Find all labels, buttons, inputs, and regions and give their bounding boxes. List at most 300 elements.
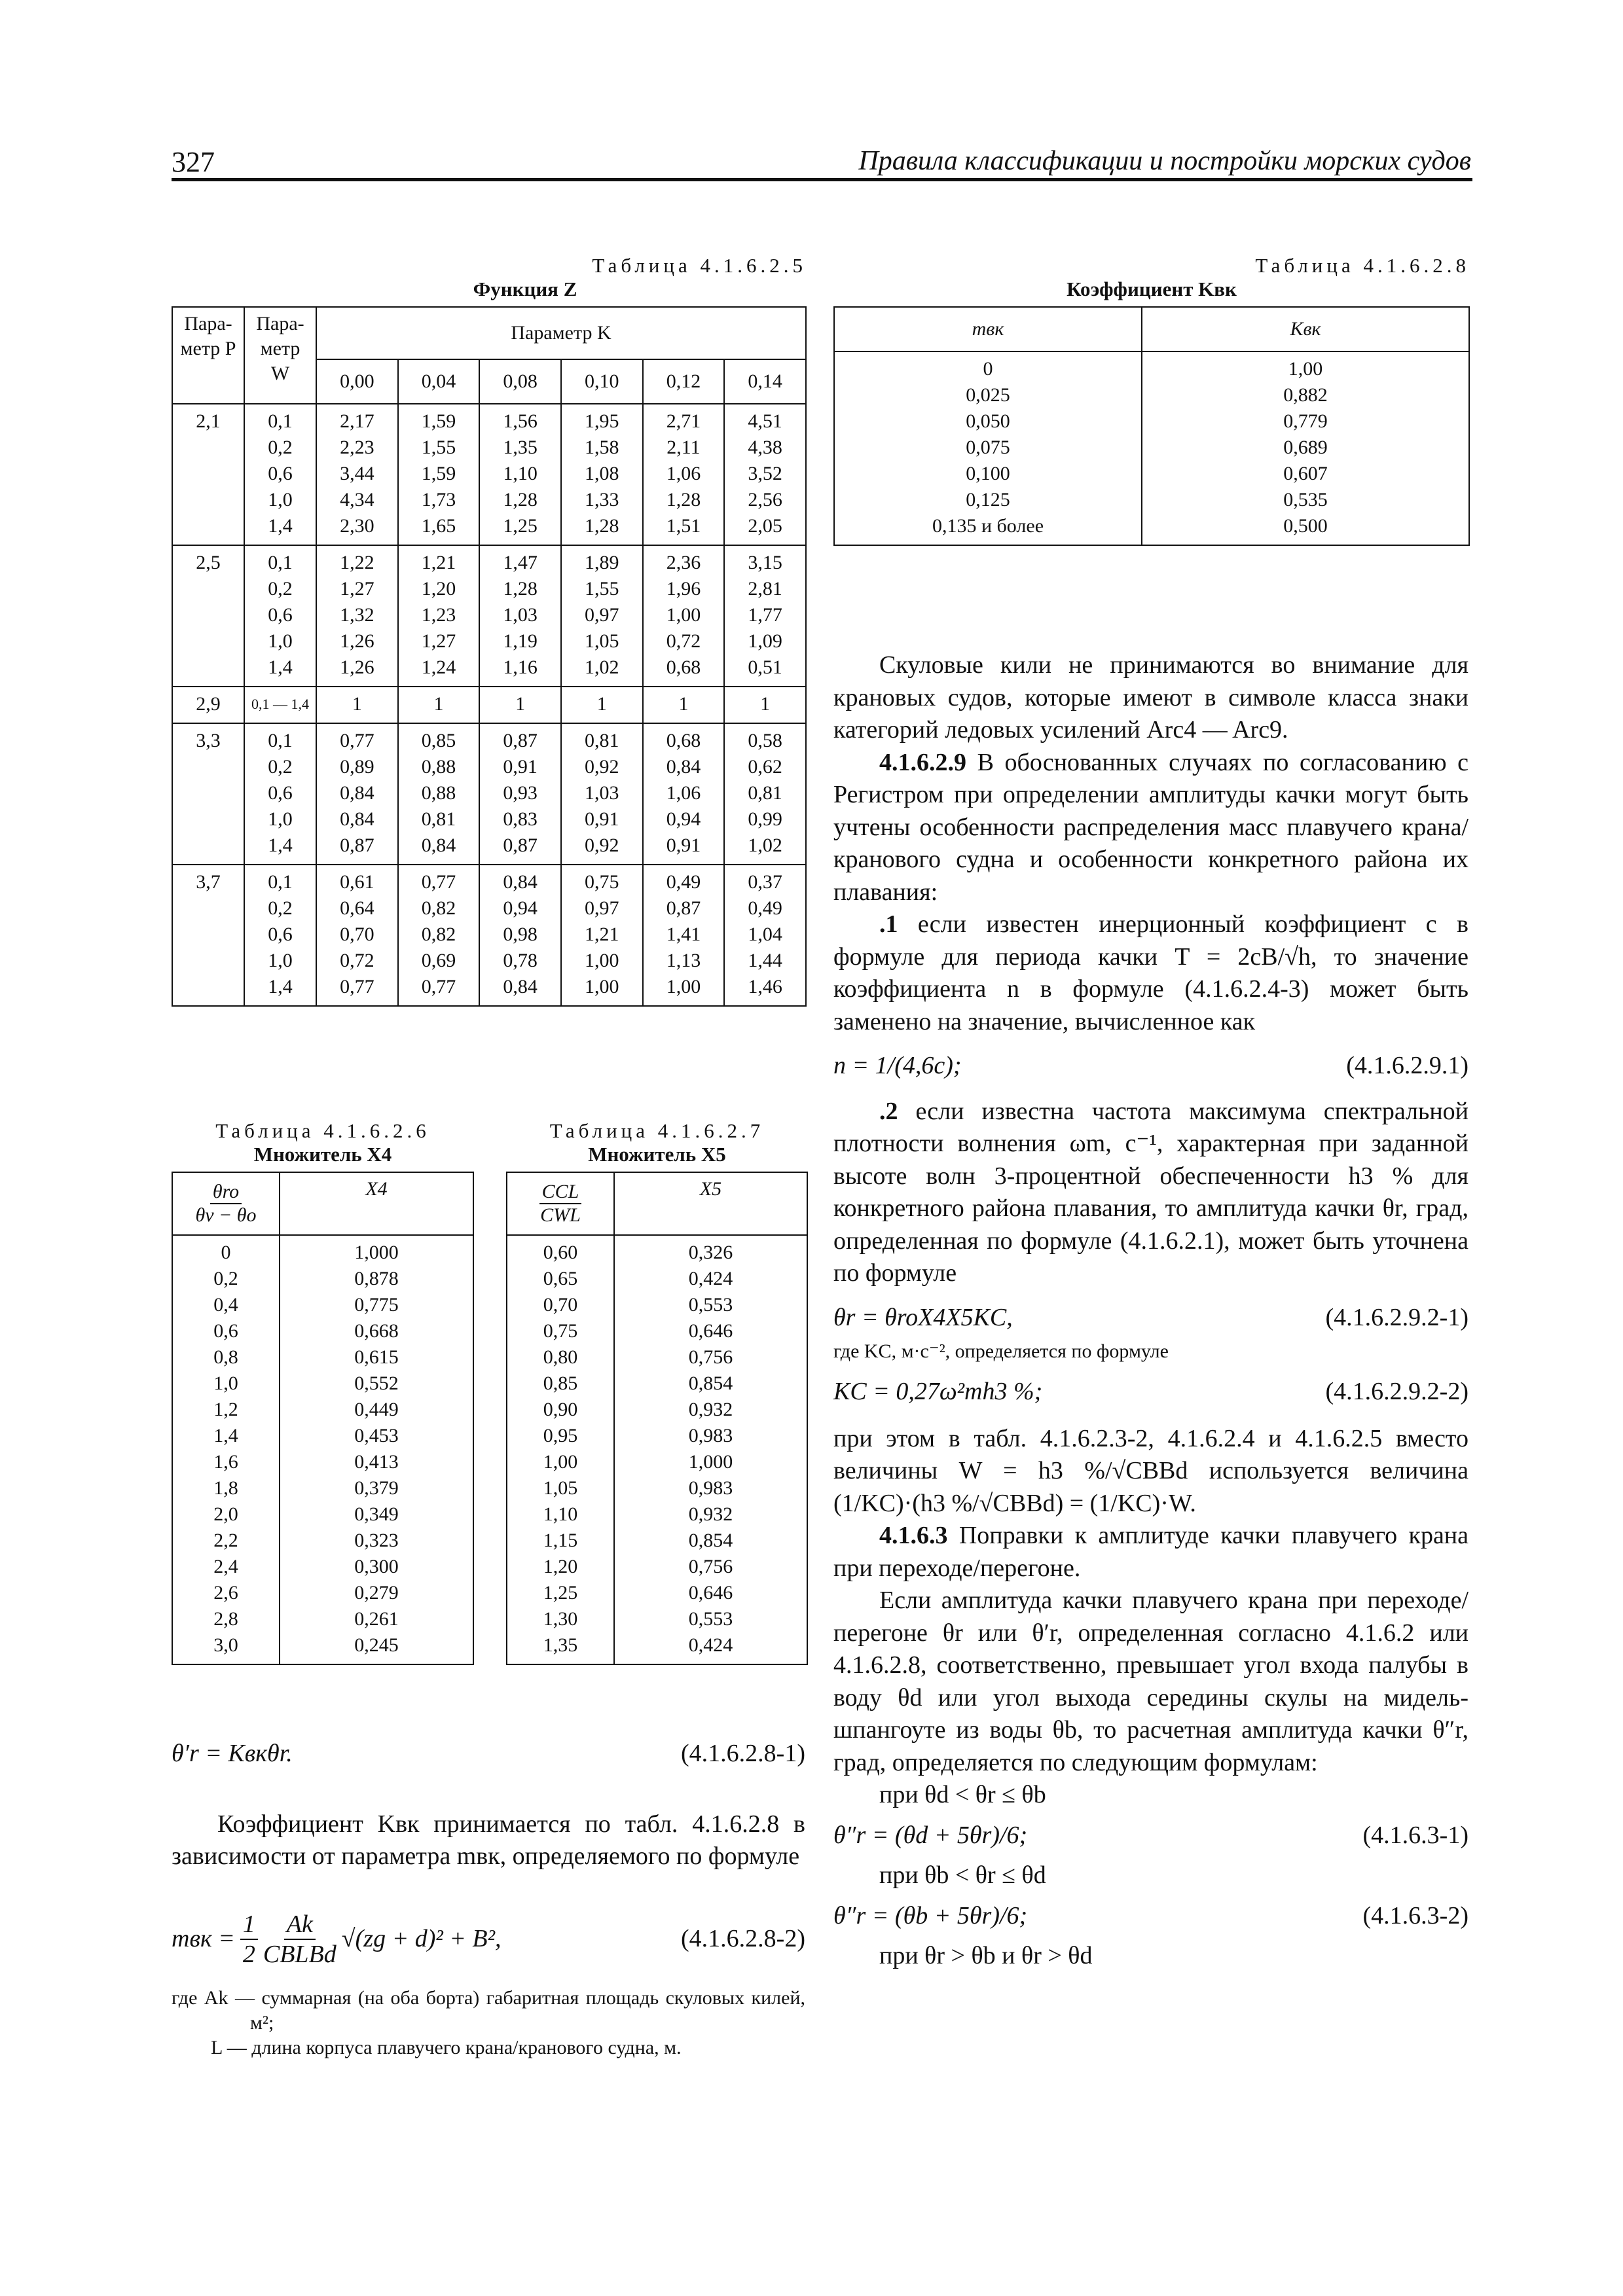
condition-3: при θr > θb и θr > θd (879, 1942, 1093, 1969)
table-x4-caption: Таблица 4.1.6.2.6 (215, 1119, 430, 1142)
table-kvk-title: Коэффициент Kвк (1067, 278, 1237, 300)
z-value: 1 (352, 693, 362, 715)
z-value: 0,87 (340, 834, 374, 856)
table-kvk-caption: Таблица 4.1.6.2.8 (1255, 254, 1470, 277)
x4-value: 0,878 (354, 1268, 399, 1289)
eq2-lhs: mвк = (172, 1924, 235, 1952)
z-value: 0,84 (340, 808, 374, 830)
x5-ratio-value: 1,25 (543, 1582, 578, 1604)
mvk-value: 0 (983, 358, 993, 380)
kvk-value: 0,779 (1283, 410, 1328, 432)
eq-kc-number: (4.1.6.2.9.2-2) (1325, 1378, 1468, 1405)
z-value: 4,51 (748, 410, 782, 432)
k-header-cell (643, 359, 725, 404)
table-x5-block (506, 1119, 808, 1665)
z-value: 2,56 (748, 489, 782, 511)
z-value: 0,72 (666, 630, 701, 652)
param-w-value: 0,1 — 1,4 (251, 696, 309, 712)
x4-ratio-value: 1,4 (213, 1425, 238, 1446)
clause-4-1-6-2-9: 4.1.6.2.9 (879, 748, 966, 776)
z-value: 1,27 (340, 578, 374, 600)
z-value: 0,64 (340, 897, 374, 919)
z-value: 0,84 (666, 756, 701, 778)
kvk-value: 0,689 (1283, 437, 1328, 458)
z-value: 0,82 (421, 897, 456, 919)
z-value: 0,97 (585, 897, 619, 919)
x4-head-num: θro (210, 1181, 242, 1204)
z-value: 0,77 (340, 730, 374, 751)
z-value: 1,77 (748, 604, 782, 626)
param-w-value: 1,4 (268, 515, 293, 537)
param-w-value: 0,1 (268, 730, 293, 751)
z-value: 4,34 (340, 489, 374, 511)
param-w-value: 1,4 (268, 976, 293, 997)
x4-ratio-value: 1,6 (213, 1451, 238, 1473)
eq-theta-number: (4.1.6.2.9.2-1) (1325, 1303, 1468, 1331)
condition-1: при θd < θr ≤ θb (879, 1781, 1046, 1808)
equation-4-1-6-2-8-2 (172, 1910, 805, 1969)
z-value: 1,51 (666, 515, 701, 537)
z-value: 1,06 (666, 782, 701, 804)
right-para-4-text: если известна частота максимума спектральной плотности волнения ωm, с⁻¹, характерная при заданной высоте волн 3-процентной обеспеченности h3 % для конкретного района плавания, то амплитуда качки θr, град, определенная по формуле (4.1.6.2.1), может быть уточнена по формуле (833, 1097, 1468, 1287)
z-value: 4,38 (748, 437, 782, 458)
right-para-6-text: Поправки к амплитуде качки плавучего крана при переходе/перегоне. (833, 1522, 1469, 1582)
x4-value: 0,379 (354, 1477, 399, 1499)
z-value: 0,58 (748, 730, 782, 751)
z-value: 1,26 (340, 630, 374, 652)
x5-value: 0,553 (688, 1608, 733, 1630)
param-w-value: 0,2 (268, 437, 293, 458)
header-rule (172, 178, 1472, 181)
z-value: 0,49 (666, 871, 701, 893)
x4-ratio-value: 2,4 (213, 1556, 238, 1577)
kvk-value: 1,00 (1288, 358, 1323, 380)
z-value: 1,10 (503, 463, 538, 484)
z-value: 1,58 (585, 437, 619, 458)
z-value: 0,49 (748, 897, 782, 919)
z-value: 3,44 (340, 463, 374, 484)
mvk-value: 0,135 и более (932, 515, 1044, 537)
param-w-value: 0,6 (268, 463, 293, 484)
x4-ratio-value: 1,2 (213, 1399, 238, 1420)
z-value: 0,87 (666, 897, 701, 919)
right-para-7: Если амплитуда качки плавучего крана при переходе/перегоне θr или θ′r, определенная согласно 4.1.6.2 или 4.1.6.2.8, соответственно, превышает угол входа палубы в воду θd или угол выхода середины скулы на мидель-шпангоуте из воды θb, то расчетная амплитуда качки θ″r, град, определяется по следующим формулам: (833, 1587, 1468, 1776)
z-value: 2,17 (340, 410, 374, 432)
z-value: 1,59 (421, 410, 456, 432)
eq-c2-number: (4.1.6.3-2) (1362, 1901, 1468, 1929)
k-value: 0,08 (503, 370, 538, 392)
z-value: 1,00 (585, 950, 619, 971)
table-kvk (833, 306, 1470, 546)
z-value: 0,81 (585, 730, 619, 751)
z-value: 0,84 (421, 834, 456, 856)
kvk-value: 0,882 (1283, 384, 1328, 406)
page-number: 327 (172, 146, 215, 178)
z-value: 0,62 (748, 756, 782, 778)
z-value: 0,68 (666, 656, 701, 678)
z-value: 1,13 (666, 950, 701, 971)
z-value: 1,28 (585, 515, 619, 537)
eq-n: n = 1/(4,6c); (833, 1052, 962, 1079)
clause-4-1-6-3: 4.1.6.3 (879, 1522, 948, 1549)
eq-c1: θ″r = (θd + 5θr)/6; (833, 1821, 1028, 1849)
x4-head-den: θv − θo (195, 1204, 257, 1226)
z-value: 0,94 (666, 808, 701, 830)
x5-ratio-value: 1,20 (543, 1556, 578, 1577)
z-value: 1,28 (503, 489, 538, 511)
z-value: 0,94 (503, 897, 538, 919)
x5-head-den: CWL (540, 1204, 581, 1226)
param-p-value: 3,3 (196, 730, 221, 751)
z-value: 0,92 (585, 834, 619, 856)
clause-1: .1 (879, 910, 898, 938)
where-ak: где Ak — суммарная (на оба борта) габаритная площадь скуловых килей, м²; (172, 1986, 805, 2034)
x4-value: 0,449 (354, 1399, 399, 1420)
x5-ratio-value: 0,75 (543, 1320, 578, 1342)
z-value: 0,88 (421, 782, 456, 804)
x4-value: 1,000 (354, 1242, 399, 1263)
x5-ratio-value: 1,00 (543, 1451, 578, 1473)
table-z-caption: Таблица 4.1.6.2.5 (592, 254, 807, 277)
z-value: 1,20 (421, 578, 456, 600)
right-para-5: при этом в табл. 4.1.6.2.3-2, 4.1.6.2.4 и 4.1.6.2.5 вместо величины W = h3 %/√CBBd используется величина (1/KC)·(h3 %/√CBBd) = (1/KC)·W. (833, 1424, 1468, 1517)
x4-value: 0,279 (354, 1582, 399, 1604)
eq2-frac-den: CBLBd (263, 1940, 337, 1968)
x5-value: 0,756 (688, 1556, 733, 1577)
equation-4-1-6-3-2 (833, 1900, 1468, 1933)
z-value: 0,97 (585, 604, 619, 626)
x5-value: 0,424 (688, 1634, 733, 1656)
mvk-value: 0,050 (966, 410, 1010, 432)
param-w-value: 1,0 (268, 950, 293, 971)
x4-ratio-value: 2,6 (213, 1582, 238, 1604)
z-value: 1,95 (585, 410, 619, 432)
x5-value: 0,646 (688, 1320, 733, 1342)
x5-value: 0,646 (688, 1582, 733, 1604)
z-value: 1 (433, 693, 444, 715)
running-title: Правила классификации и постройки морских судов (858, 146, 1471, 176)
x4-ratio-value: 2,0 (213, 1503, 238, 1525)
z-value: 1,28 (503, 578, 538, 600)
z-value: 0,69 (421, 950, 456, 971)
z-value: 1,22 (340, 552, 374, 573)
eq1-number: (4.1.6.2.8-1) (681, 1740, 805, 1767)
param-w-value: 0,2 (268, 756, 293, 778)
z-value: 1,05 (585, 630, 619, 652)
right-para-3 (833, 908, 1468, 1038)
table-row (172, 404, 806, 545)
col-x5: X5 (699, 1178, 722, 1200)
x4-ratio-value: 0,6 (213, 1320, 238, 1342)
table-z (172, 306, 807, 1007)
equation-4-1-6-2-8-1 (172, 1738, 805, 1770)
right-para-4 (833, 1096, 1468, 1290)
col-mvk: mвк (972, 318, 1004, 340)
mvk-value: 0,075 (966, 437, 1010, 458)
z-value: 1,23 (421, 604, 456, 626)
z-value: 0,68 (666, 730, 701, 751)
eq2-half-den: 2 (242, 1940, 255, 1968)
right-para-2-text: В обоснованных случаях по согласованию с Регистром при определении амплитуды качки могут быть учтены особенности распределения масс плавучего крана/кранового судна и особенности конкретного района их плавания: (833, 748, 1469, 906)
z-value: 0,61 (340, 871, 374, 893)
z-value: 0,72 (340, 950, 374, 971)
z-value: 1,56 (503, 410, 538, 432)
equation-4-1-6-3-1 (833, 1820, 1468, 1852)
param-p-value: 3,7 (196, 871, 221, 893)
z-value: 1,55 (421, 437, 456, 458)
x5-ratio-value: 1,30 (543, 1608, 578, 1630)
z-value: 1 (678, 693, 689, 715)
table-x4-title: Множитель X4 (253, 1143, 392, 1166)
z-value: 1,02 (748, 834, 782, 856)
x4-value: 0,552 (354, 1372, 399, 1394)
z-value: 1,59 (421, 463, 456, 484)
kvk-value: 0,607 (1283, 463, 1328, 484)
z-value: 1,03 (503, 604, 538, 626)
col-kvk: Kвк (1290, 318, 1321, 340)
x5-value: 0,424 (688, 1268, 733, 1289)
param-w-value: 0,1 (268, 552, 293, 573)
z-value: 1,73 (421, 489, 456, 511)
equation-4-1-6-2-9-2-2 (833, 1376, 1468, 1408)
z-value: 0,87 (503, 834, 538, 856)
x4-value: 0,413 (354, 1451, 399, 1473)
mvk-value: 0,025 (966, 384, 1010, 406)
x5-ratio-value: 0,85 (543, 1372, 578, 1394)
z-value: 1,35 (503, 437, 538, 458)
x4-ratio-value: 2,2 (213, 1530, 238, 1551)
x4-value: 0,349 (354, 1503, 399, 1525)
z-value: 1,32 (340, 604, 374, 626)
table-row (172, 687, 806, 723)
eq-c2: θ″r = (θb + 5θr)/6; (833, 1901, 1028, 1929)
z-value: 1,89 (585, 552, 619, 573)
table-row (172, 545, 806, 687)
z-value: 1 (515, 693, 526, 715)
z-value: 0,81 (748, 782, 782, 804)
equation-4-1-6-2-9-2-1 (833, 1302, 1468, 1335)
k-value: 0,04 (421, 370, 456, 392)
x4-ratio-value: 0,8 (213, 1346, 238, 1368)
k-header-cell (479, 359, 561, 404)
x4-value: 0,668 (354, 1320, 399, 1342)
param-p-value: 2,5 (196, 552, 221, 573)
z-value: 3,15 (748, 552, 782, 573)
k-header-cell (561, 359, 643, 404)
z-value: 1,21 (421, 552, 456, 573)
z-value: 1,16 (503, 656, 538, 678)
left-para-1: Коэффициент Kвк принимается по табл. 4.1.6.2.8 в зависимости от параметра mвк, определяемого по формуле (172, 1810, 805, 1870)
table-x5-title: Множитель X5 (588, 1143, 726, 1166)
x5-value: 0,854 (688, 1530, 733, 1551)
z-value: 0,84 (503, 976, 538, 997)
x5-value: 0,854 (688, 1372, 733, 1394)
param-p-value: 2,9 (196, 693, 221, 715)
z-value: 0,84 (503, 871, 538, 893)
z-value: 0,98 (503, 924, 538, 945)
z-value: 1,25 (503, 515, 538, 537)
where-kc: где KC, м·с⁻², определяется по формуле (833, 1340, 1169, 1362)
z-value: 1,33 (585, 489, 619, 511)
x5-ratio-value: 0,95 (543, 1425, 578, 1446)
z-value: 0,89 (340, 756, 374, 778)
table-z-block (172, 254, 807, 1007)
col-x4: X4 (365, 1178, 388, 1200)
x5-head-num: CCL (539, 1181, 582, 1204)
kvk-value: 0,535 (1283, 489, 1328, 511)
x4-ratio-value: 0,2 (213, 1268, 238, 1289)
x5-value: 0,983 (688, 1477, 733, 1499)
z-value: 2,81 (748, 578, 782, 600)
z-value: 0,91 (666, 834, 701, 856)
z-value: 0,91 (503, 756, 538, 778)
param-p-value: 2,1 (196, 410, 221, 432)
z-value: 0,84 (340, 782, 374, 804)
z-value: 0,91 (585, 808, 619, 830)
k-value: 0,00 (340, 370, 374, 392)
kvk-value: 0,500 (1283, 515, 1328, 537)
param-w-value: 1,4 (268, 656, 293, 678)
x4-ratio-value: 1,0 (213, 1372, 238, 1394)
eq-theta: θr = θroX4X5KC, (833, 1303, 1013, 1331)
z-value: 1,28 (666, 489, 701, 511)
x5-ratio-value: 0,90 (543, 1399, 578, 1420)
x4-value: 0,300 (354, 1556, 399, 1577)
right-para-3-text: если известен инерционный коэффициент c в формуле для периода качки T = 2cB/√h, то значение коэффициента n в формуле (4.1.6.2.4-3) может быть заменено на значение, вычисленное как (833, 910, 1469, 1035)
eq2-half-num: 1 (240, 1910, 258, 1940)
param-w-value: 1,0 (268, 808, 293, 830)
z-value: 1,26 (340, 656, 374, 678)
z-value: 0,92 (585, 756, 619, 778)
z-value: 0,37 (748, 871, 782, 893)
z-value: 1,00 (666, 604, 701, 626)
z-value: 1,09 (748, 630, 782, 652)
z-value: 0,87 (503, 730, 538, 751)
x4-ratio-value: 3,0 (213, 1634, 238, 1656)
param-w-value: 1,0 (268, 489, 293, 511)
k-value: 0,10 (585, 370, 619, 392)
z-value: 1,08 (585, 463, 619, 484)
param-w-value: 0,6 (268, 782, 293, 804)
eq-c1-number: (4.1.6.3-1) (1362, 1821, 1468, 1849)
right-para-6 (833, 1520, 1468, 1585)
eq2-number: (4.1.6.2.8-2) (681, 1924, 805, 1952)
z-value: 0,77 (421, 871, 456, 893)
right-text (833, 649, 1468, 1973)
z-value: 0,51 (748, 656, 782, 678)
z-value: 1,24 (421, 656, 456, 678)
param-w-value: 1,0 (268, 630, 293, 652)
z-value: 1,21 (585, 924, 619, 945)
z-value: 2,23 (340, 437, 374, 458)
z-value: 1,27 (421, 630, 456, 652)
param-w-value: 0,2 (268, 897, 293, 919)
table-x4-block (172, 1119, 474, 1665)
x5-ratio-value: 1,15 (543, 1530, 578, 1551)
x5-value: 0,932 (688, 1399, 733, 1420)
k-header-cell (316, 359, 398, 404)
k-header-cell (398, 359, 480, 404)
x5-value: 0,932 (688, 1503, 733, 1525)
x5-ratio-value: 0,60 (543, 1242, 578, 1263)
param-w-value: 0,6 (268, 604, 293, 626)
z-value: 0,93 (503, 782, 538, 804)
x4-value: 0,453 (354, 1425, 399, 1446)
z-value: 2,36 (666, 552, 701, 573)
equation-4-1-6-2-9-1 (833, 1050, 1468, 1083)
z-value: 2,71 (666, 410, 701, 432)
x4-ratio-value: 0,4 (213, 1294, 238, 1316)
z-value: 1,46 (748, 976, 782, 997)
x5-value: 0,326 (688, 1242, 733, 1263)
z-value: 1,04 (748, 924, 782, 945)
col-param-k: Параметр K (511, 322, 611, 344)
x5-value: 0,756 (688, 1346, 733, 1368)
condition-2: при θb < θr ≤ θd (879, 1861, 1046, 1889)
z-value: 1,47 (503, 552, 538, 573)
x5-value: 0,553 (688, 1294, 733, 1316)
z-value: 0,85 (421, 730, 456, 751)
col-param-w: Пара-метр W (256, 313, 304, 384)
eq2-frac-num: Ak (284, 1910, 316, 1940)
right-para-1: Скуловые кили не принимаются во внимание для крановых судов, которые имеют в символе класса знаки категорий ледовых усилений Arc4 — Arc9. (833, 651, 1468, 744)
x5-ratio-value: 0,70 (543, 1294, 578, 1316)
z-value: 1,65 (421, 515, 456, 537)
x4-value: 0,775 (354, 1294, 399, 1316)
z-value: 0,81 (421, 808, 456, 830)
table-kvk-block (833, 254, 1470, 546)
x4-value: 0,323 (354, 1530, 399, 1551)
clause-2: .2 (879, 1097, 898, 1125)
z-value: 1,44 (748, 950, 782, 971)
table-x5-caption: Таблица 4.1.6.2.7 (549, 1119, 765, 1142)
z-value: 0,82 (421, 924, 456, 945)
z-value: 2,11 (666, 437, 701, 458)
z-value: 1 (760, 693, 771, 715)
x4-ratio-value: 1,8 (213, 1477, 238, 1499)
k-value: 0,14 (748, 370, 782, 392)
param-w-value: 0,6 (268, 924, 293, 945)
z-value: 0,83 (503, 808, 538, 830)
k-header-cell (724, 359, 806, 404)
z-value: 0,77 (421, 976, 456, 997)
param-w-value: 0,2 (268, 578, 293, 600)
mvk-value: 0,100 (966, 463, 1010, 484)
x4-value: 0,261 (354, 1608, 399, 1630)
x4-ratio-value: 0 (221, 1242, 231, 1263)
table-z-title: Функция Z (473, 278, 577, 300)
z-value: 0,70 (340, 924, 374, 945)
z-value: 1 (596, 693, 607, 715)
table-x5 (506, 1172, 808, 1665)
x5-ratio-value: 0,80 (543, 1346, 578, 1368)
z-value: 0,88 (421, 756, 456, 778)
x5-value: 0,983 (688, 1425, 733, 1446)
z-value: 2,05 (748, 515, 782, 537)
right-para-2 (833, 747, 1468, 909)
mvk-value: 0,125 (966, 489, 1010, 511)
x4-value: 0,615 (354, 1346, 399, 1368)
x5-ratio-value: 1,35 (543, 1634, 578, 1656)
z-value: 1,00 (585, 976, 619, 997)
param-w-value: 1,4 (268, 834, 293, 856)
z-value: 0,78 (503, 950, 538, 971)
z-value: 1,55 (585, 578, 619, 600)
k-value: 0,12 (666, 370, 701, 392)
z-value: 3,52 (748, 463, 782, 484)
z-value: 0,99 (748, 808, 782, 830)
table-row (172, 723, 806, 865)
